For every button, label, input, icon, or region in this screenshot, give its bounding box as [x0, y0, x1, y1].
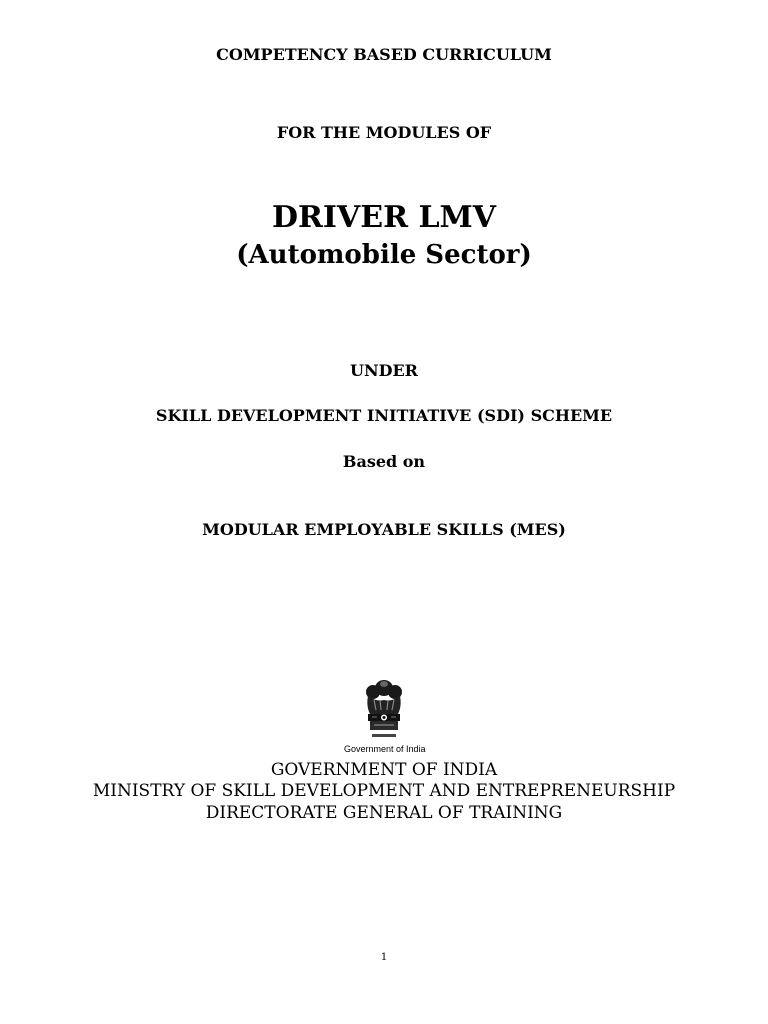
emblem-caption: Government of India: [344, 744, 426, 754]
document-subheading: FOR THE MODULES OF: [276, 123, 492, 142]
org-line-ministry: MINISTRY OF SKILL DEVELOPMENT AND ENTREPRENEURSHIP: [92, 781, 676, 801]
mes-name: MODULAR EMPLOYABLE SKILLS (MES): [202, 520, 566, 539]
national-emblem-icon: [344, 676, 424, 756]
org-line-directorate: DIRECTORATE GENERAL OF TRAINING: [205, 803, 563, 823]
scheme-name: SKILL DEVELOPMENT INITIATIVE (SDI) SCHEME: [155, 406, 613, 425]
org-line-government: GOVERNMENT OF INDIA: [270, 760, 498, 780]
document-title: DRIVER LMV: [271, 200, 497, 235]
based-on-label: Based on: [342, 452, 426, 471]
page-number: 1: [380, 952, 388, 963]
document-subtitle: (Automobile Sector): [236, 240, 532, 270]
document-heading: COMPETENCY BASED CURRICULUM: [216, 45, 552, 64]
under-label: UNDER: [350, 361, 418, 380]
